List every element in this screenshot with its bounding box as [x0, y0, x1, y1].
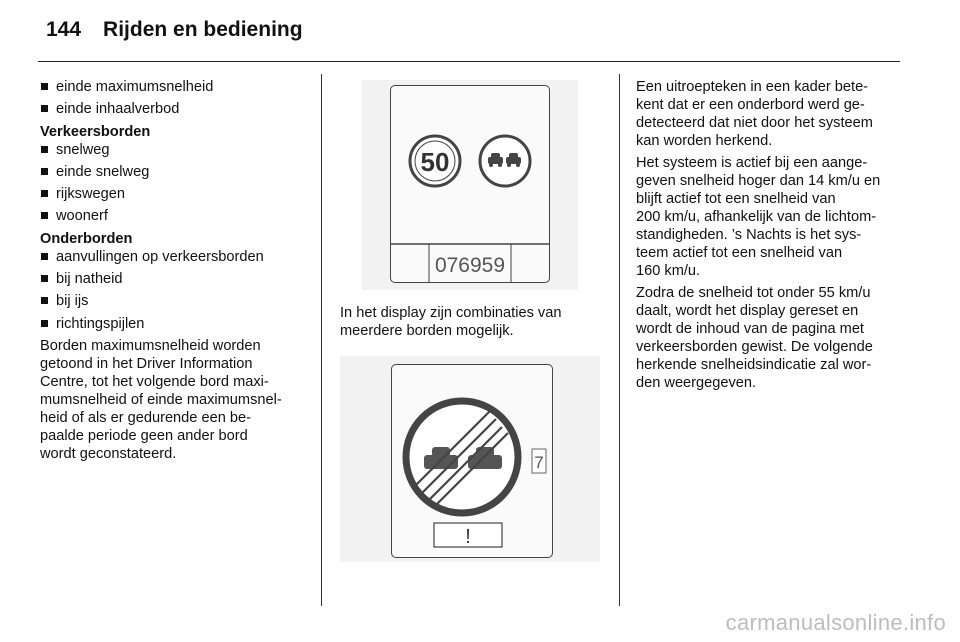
- speed-limit-value: 50: [420, 147, 450, 177]
- page-title: Rijden en bediening: [103, 18, 303, 41]
- side-plate-label: 7: [534, 453, 544, 472]
- body-paragraph: Zodra de snelheid tot onder 55 km/u daalt, wordt het display gereset en wordt de inhoud van de pagina met verkeersborden gewist. De volgende herkende snelheidsindicatie zal wor- den weergegeven.: [636, 285, 873, 391]
- bullet-icon: [41, 168, 48, 175]
- column-2: [340, 78, 610, 562]
- list-item: aanvullingen op verkeersborden: [40, 248, 312, 266]
- list-item: bij natheid: [40, 270, 312, 288]
- bullet-icon: [41, 105, 48, 112]
- end-no-overtaking-icon: [392, 365, 552, 557]
- list-item: rijkswegen: [40, 185, 312, 203]
- bullet-icon: [41, 253, 48, 260]
- sign-code: 076959: [434, 254, 506, 277]
- body-paragraph: Een uitroepteken in een kader bete- kent dat er een onderbord werd ge- detecteerd dat niet door het systeem kan worden herkend.: [636, 79, 873, 149]
- bullet-icon: [41, 320, 48, 327]
- list-item: woonerf: [40, 207, 312, 225]
- list-item: snelweg: [40, 141, 312, 159]
- body-paragraph: Borden maximumsnelheid worden getoond in het Driver Information Centre, tot het volgende bord maxi- mumsnelheid of einde maximumsnel- heid of als er gedurende een be- paalde periode geen ander bord wordt geconstateerd.: [40, 337, 282, 462]
- column-3: [636, 78, 902, 396]
- figure-sign-combination: [362, 80, 578, 290]
- bullet-icon: [41, 212, 48, 219]
- column-divider-2: [619, 74, 620, 606]
- body-paragraph: Het systeem is actief bij een aange- geven snelheid hoger dan 14 km/u en blijft actief tot een snelheid van 200 km/u, afhankelijk van de lichtom- standigheden. ’s Nachts is het sys- teem actief tot een snelheid van 160 km/u.: [636, 155, 881, 279]
- bullet-icon: [41, 275, 48, 282]
- header-rule: [38, 61, 900, 62]
- column-1: [40, 78, 312, 467]
- bullet-icon: [41, 190, 48, 197]
- column-divider-1: [321, 74, 322, 606]
- figure-end-no-overtaking: [340, 356, 600, 562]
- traffic-signs-icon: [391, 86, 549, 282]
- page-header: [46, 18, 303, 42]
- list-item: einde snelweg: [40, 163, 312, 181]
- display-frame: [390, 85, 550, 283]
- list-item: einde inhaalverbod: [40, 100, 312, 118]
- page-number: 144: [46, 18, 82, 41]
- bullet-icon: [41, 146, 48, 153]
- list-item: einde maximumsnelheid: [40, 78, 312, 96]
- verkeersborden-list: [40, 141, 312, 226]
- watermark: carmanualsonline.info: [725, 610, 946, 635]
- list-item: richtingspijlen: [40, 315, 312, 333]
- bullet-icon: [41, 83, 48, 90]
- figure-caption: In het display zijn combinaties van meerdere borden mogelijk.: [340, 305, 562, 339]
- top-bullet-list: [40, 78, 312, 118]
- section-heading-onderborden: Onderborden: [40, 230, 133, 247]
- plate-exclamation: !: [465, 526, 471, 548]
- bullet-icon: [41, 297, 48, 304]
- section-heading-verkeersborden: Verkeersborden: [40, 123, 151, 140]
- display-frame: [391, 364, 553, 558]
- list-item: bij ijs: [40, 292, 312, 310]
- onderborden-list: [40, 248, 312, 333]
